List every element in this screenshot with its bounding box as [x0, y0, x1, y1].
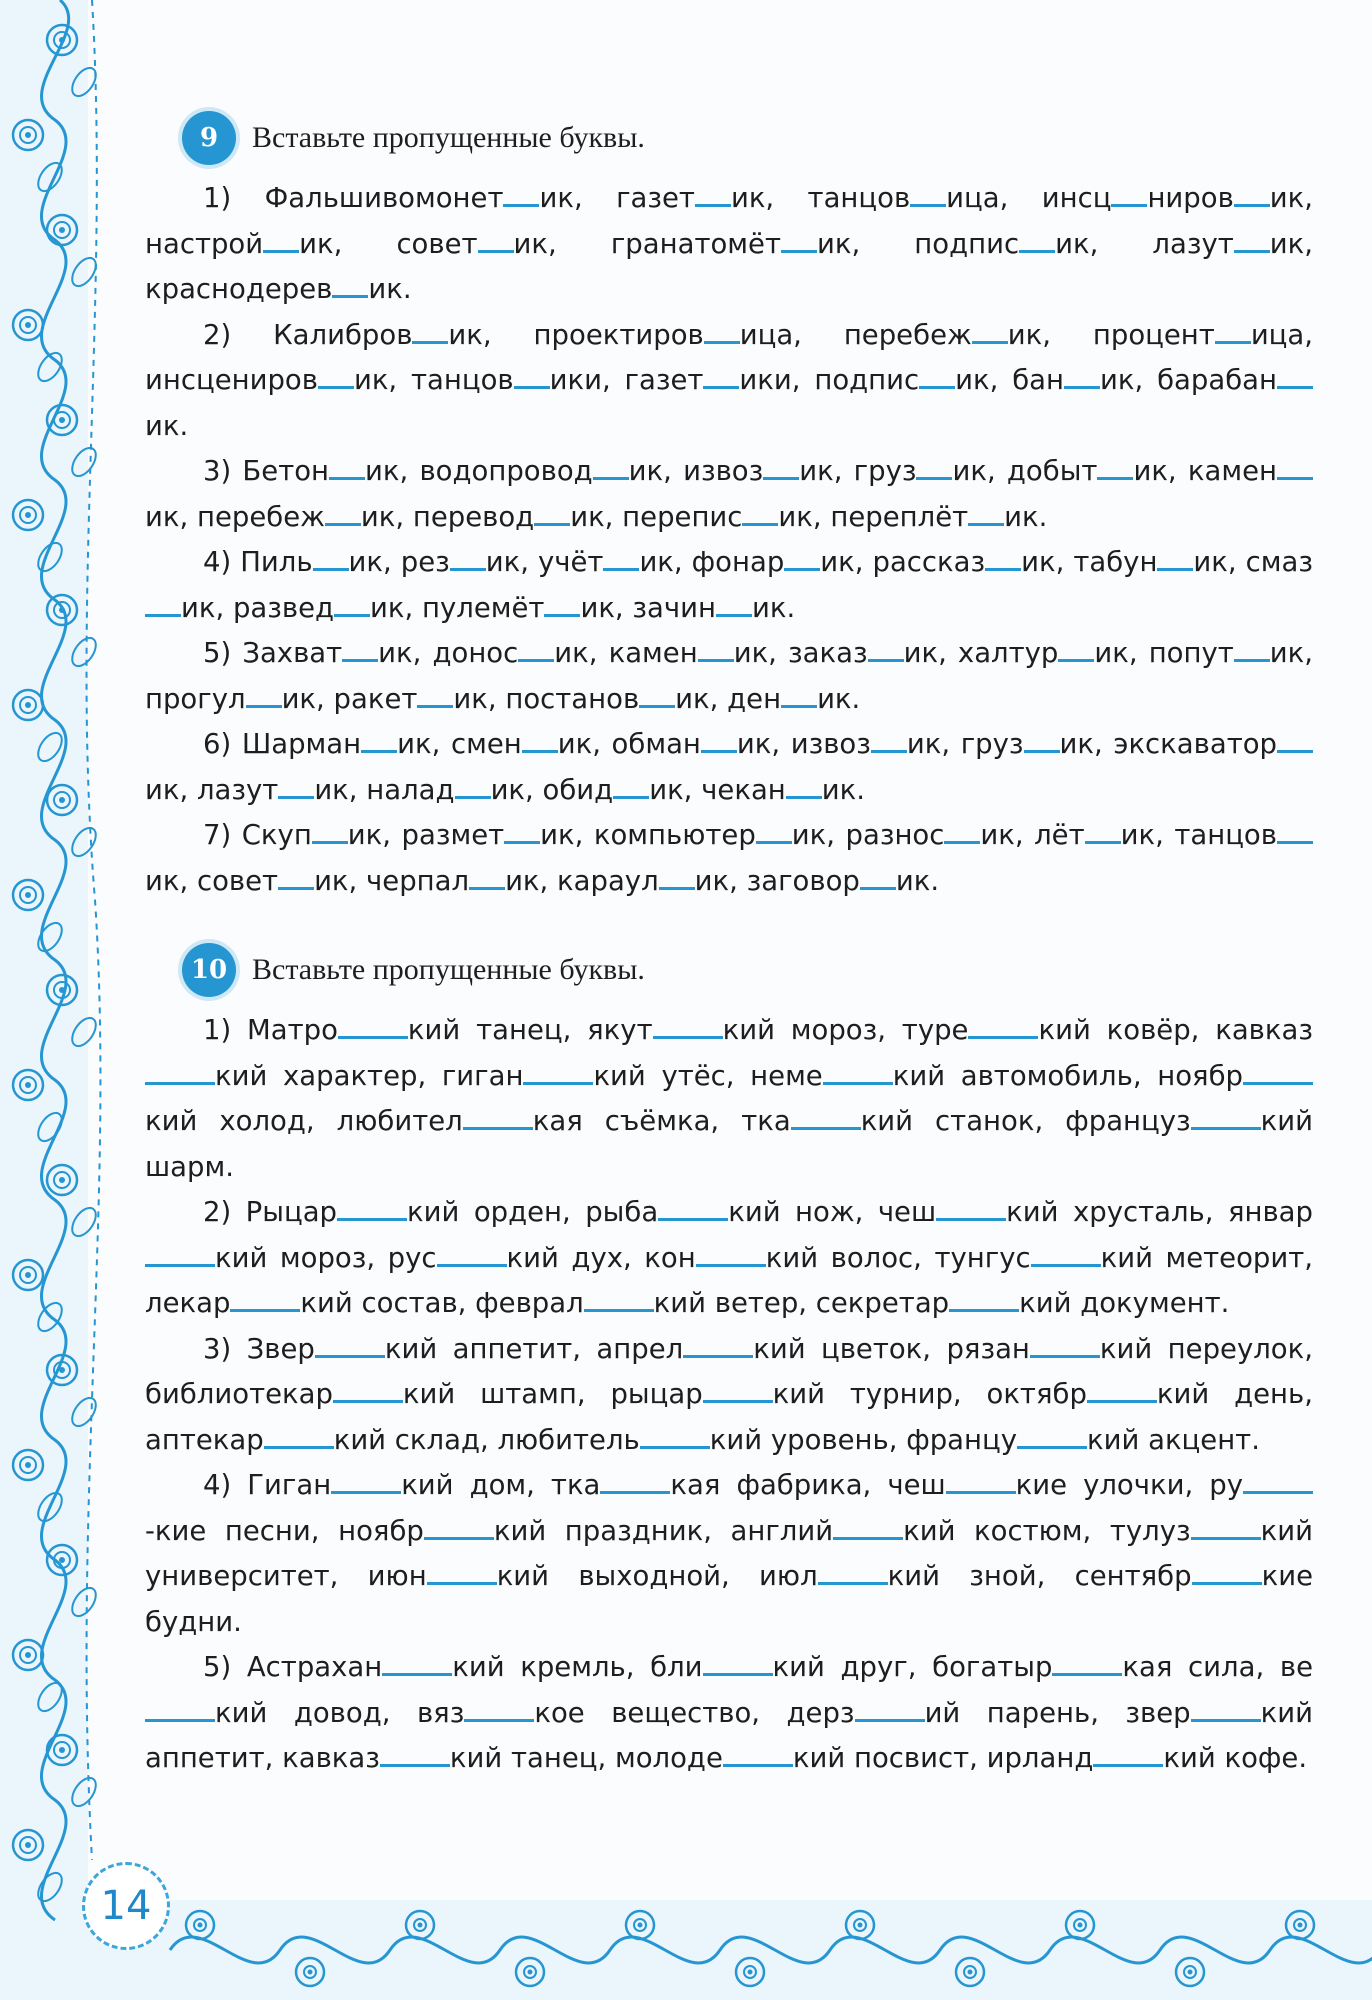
blank-gap[interactable]: [944, 821, 980, 844]
blank-gap[interactable]: [683, 1335, 753, 1358]
blank-gap[interactable]: [145, 594, 181, 617]
item-text: кий праздник, англий: [493, 1514, 834, 1547]
blank-gap[interactable]: [791, 1107, 861, 1130]
blank-gap[interactable]: [784, 548, 820, 571]
item-text: ик.: [821, 773, 866, 806]
item-text: кий хрусталь, январ: [1006, 1196, 1313, 1228]
item-text: кий дух, кон: [506, 1241, 696, 1274]
blank-gap[interactable]: [584, 1289, 654, 1312]
blank-gap[interactable]: [833, 1517, 903, 1540]
blank-gap[interactable]: [1191, 1517, 1261, 1540]
blank-gap[interactable]: [263, 230, 299, 253]
item-text: ик, компьютер: [540, 819, 756, 851]
item-text: кое вещество, дерз: [534, 1696, 855, 1729]
blank-gap[interactable]: [658, 1198, 728, 1221]
task-instruction: Вставьте пропущенные буквы.: [252, 121, 645, 154]
item-text: 6) Шарман: [203, 728, 362, 760]
blank-gap[interactable]: [264, 1426, 334, 1449]
item-text: ик, зачин: [580, 591, 716, 624]
blank-gap[interactable]: [855, 1699, 925, 1722]
blank-gap[interactable]: [437, 1244, 507, 1267]
blank-gap[interactable]: [1087, 1380, 1157, 1403]
item-text: ик, танцов: [353, 364, 514, 396]
blank-gap[interactable]: [786, 776, 822, 799]
item-text: 1) Матро: [203, 1014, 338, 1046]
blank-gap[interactable]: [1191, 1107, 1261, 1130]
item-text: кий холод, любител: [145, 1105, 463, 1137]
blank-gap[interactable]: [603, 548, 639, 571]
blank-gap[interactable]: [613, 776, 649, 799]
blank-gap[interactable]: [518, 639, 554, 662]
blank-gap[interactable]: [380, 1744, 450, 1767]
item-text: 4) Гиган: [203, 1469, 332, 1501]
blank-gap[interactable]: [318, 366, 354, 389]
blank-gap[interactable]: [325, 503, 361, 526]
item-text: кая съёмка, тка: [532, 1105, 791, 1137]
blank-gap[interactable]: [640, 1426, 710, 1449]
blank-gap[interactable]: [450, 548, 486, 571]
item-text: ик, барабан: [1100, 364, 1277, 396]
item-text: ики, газет: [549, 364, 704, 396]
blank-gap[interactable]: [1064, 366, 1100, 389]
blank-gap[interactable]: [337, 1198, 407, 1221]
item-text: ик, черпал: [314, 864, 470, 897]
item-text: кий танец, якут: [407, 1014, 653, 1046]
item-text: ик, переплёт: [778, 500, 969, 533]
task-items: [145, 176, 1313, 904]
item-text: ик, процент: [1007, 318, 1215, 351]
item-text: кие улочки, ру: [1015, 1469, 1243, 1501]
blank-gap[interactable]: [332, 275, 368, 298]
blank-gap[interactable]: [949, 1289, 1019, 1312]
blank-gap[interactable]: [1019, 230, 1055, 253]
blank-gap[interactable]: [503, 184, 539, 207]
blank-gap[interactable]: [910, 184, 946, 207]
item-text: кий орден, рыба: [407, 1196, 659, 1228]
blank-gap[interactable]: [701, 730, 737, 753]
item-text: кий документ.: [1019, 1287, 1230, 1319]
item-text: ица, инсц: [946, 182, 1112, 214]
item-text: ик, груз: [906, 728, 1024, 760]
exercise-item: [145, 722, 1313, 813]
blank-gap[interactable]: [463, 1107, 533, 1130]
item-text: кий кофе.: [1163, 1742, 1308, 1774]
blank-gap[interactable]: [455, 776, 491, 799]
blank-gap[interactable]: [823, 1062, 893, 1085]
blank-gap[interactable]: [315, 1335, 385, 1358]
item-text: ик, чекан: [649, 773, 786, 806]
item-text: 4) Пиль: [203, 546, 313, 578]
item-text: ик, совет: [299, 227, 478, 260]
blank-gap[interactable]: [1243, 1062, 1313, 1085]
item-text: кий утёс, неме: [593, 1059, 823, 1092]
item-text: ик, фонар: [639, 546, 785, 578]
item-text: ик, разнос: [791, 819, 945, 851]
item-text: ик, заказ: [733, 637, 868, 669]
item-text: ик.: [752, 591, 796, 624]
item-text: кий ветер, секретар: [653, 1287, 950, 1319]
item-text: кий друг, богатыр: [772, 1651, 1053, 1683]
item-text: ик, подпис: [816, 227, 1020, 260]
item-text: ик, обман: [557, 728, 701, 760]
blank-gap[interactable]: [756, 821, 792, 844]
blank-gap[interactable]: [1058, 639, 1094, 662]
item-text: кий костюм, тулуз: [903, 1514, 1191, 1547]
blank-gap[interactable]: [698, 639, 734, 662]
blank-gap[interactable]: [313, 548, 349, 571]
item-text: ик, извоз: [736, 728, 871, 760]
blank-gap[interactable]: [639, 685, 675, 708]
item-text: 2) Рыцар: [203, 1196, 338, 1228]
blank-gap[interactable]: [544, 594, 580, 617]
blank-gap[interactable]: [860, 867, 896, 890]
blank-gap[interactable]: [1234, 639, 1270, 662]
item-text: кий турнир, октябр: [772, 1378, 1087, 1410]
blank-gap[interactable]: [781, 685, 817, 708]
item-text: кий характер, гиган: [215, 1059, 524, 1092]
blank-gap[interactable]: [968, 503, 1004, 526]
item-text: кий волос, тунгус: [765, 1241, 1031, 1274]
exercise-item: [145, 1463, 1313, 1645]
blank-gap[interactable]: [427, 1562, 497, 1585]
blank-gap[interactable]: [1111, 184, 1147, 207]
item-text: ик, заговор: [694, 864, 860, 897]
blank-gap[interactable]: [659, 867, 695, 890]
blank-gap[interactable]: [703, 366, 739, 389]
exercise-item: [145, 540, 1313, 631]
blank-gap[interactable]: [946, 1471, 1016, 1494]
item-text: кий ковёр, кавказ: [1038, 1014, 1313, 1046]
blank-gap[interactable]: [338, 1016, 408, 1039]
item-text: ик.: [145, 409, 189, 442]
exercise-item: [145, 449, 1313, 540]
item-text: ик, рассказ: [820, 546, 986, 578]
blank-gap[interactable]: [1191, 1699, 1261, 1722]
item-text: ик, бан: [955, 364, 1065, 396]
item-text: ик, лазут: [1055, 227, 1234, 260]
blank-gap[interactable]: [412, 321, 448, 344]
blank-gap[interactable]: [145, 1244, 215, 1267]
item-text: кий шарм.: [145, 1105, 1314, 1183]
blank-gap[interactable]: [968, 1016, 1038, 1039]
item-text: кий аппетит, кавказ: [145, 1696, 1313, 1774]
item-text: ик, лёт: [980, 819, 1085, 851]
blank-gap[interactable]: [985, 548, 1021, 571]
item-text: ик, камен: [1133, 455, 1277, 487]
item-text: ик, постанов: [453, 682, 640, 715]
blank-gap[interactable]: [742, 503, 778, 526]
item-text: кий автомобиль, ноябр: [892, 1059, 1243, 1092]
blank-gap[interactable]: [1031, 1244, 1101, 1267]
item-text: кий дом, тка: [401, 1469, 601, 1501]
item-text: ики, подпис: [739, 364, 920, 396]
item-text: ик, водопровод: [365, 455, 593, 487]
item-text: ик.: [895, 864, 940, 897]
blank-gap[interactable]: [329, 457, 365, 480]
blank-gap[interactable]: [936, 1198, 1006, 1221]
item-text: ик, учёт: [485, 546, 604, 578]
blank-gap[interactable]: [478, 230, 514, 253]
item-text: кий зной, сентябр: [887, 1560, 1192, 1592]
blank-gap[interactable]: [919, 366, 955, 389]
item-text: 1) Фальшивомонет: [203, 182, 504, 214]
blank-gap[interactable]: [723, 1744, 793, 1767]
blank-gap[interactable]: [534, 503, 570, 526]
item-text: кий состав, феврал: [300, 1287, 584, 1319]
item-text: ик, перебеж: [145, 500, 325, 533]
item-text: ик, экскаватор: [1059, 728, 1277, 760]
item-text: кий переулок, библиотекар: [145, 1332, 1313, 1410]
blank-gap[interactable]: [781, 230, 817, 253]
blank-gap[interactable]: [1192, 1562, 1262, 1585]
item-text: ик, танцов: [1120, 819, 1277, 851]
blank-gap[interactable]: [278, 867, 314, 890]
blank-gap[interactable]: [1215, 321, 1251, 344]
item-text: ик, размет: [347, 819, 505, 851]
item-text: ик, халтур: [903, 637, 1059, 669]
blank-gap[interactable]: [703, 1653, 773, 1676]
exercise-item: [145, 813, 1313, 904]
item-text: ик, краснодерев: [145, 227, 1313, 305]
item-text: кий довод, вяз: [215, 1696, 465, 1729]
exercise-item: [145, 1327, 1313, 1464]
blank-gap[interactable]: [1234, 230, 1270, 253]
blank-gap[interactable]: [1093, 1744, 1163, 1767]
exercise-item: [145, 313, 1313, 450]
blank-gap[interactable]: [1030, 1335, 1100, 1358]
item-text: ик, развед: [181, 591, 335, 624]
blank-gap[interactable]: [464, 1699, 534, 1722]
blank-gap[interactable]: [704, 321, 740, 344]
item-text: ик, смен: [397, 728, 522, 760]
item-text: ик, налад: [314, 773, 455, 806]
item-text: кий уровень, францу: [709, 1423, 1017, 1456]
item-text: ик, обид: [490, 773, 614, 806]
item-text: ик, смаз: [1193, 546, 1313, 578]
item-text: кий штамп, рыцар: [402, 1378, 703, 1410]
item-text: ик.: [817, 682, 861, 715]
blank-gap[interactable]: [333, 1380, 403, 1403]
item-text: ик.: [1004, 500, 1048, 533]
item-text: 3) Бетон: [203, 455, 330, 487]
item-text: ик, прогул: [145, 637, 1314, 715]
item-text: ик, настрой: [145, 182, 1314, 260]
item-text: ик, лазут: [145, 773, 279, 806]
blank-gap[interactable]: [1277, 730, 1313, 753]
blank-gap[interactable]: [246, 685, 282, 708]
item-text: кий танец, молоде: [449, 1742, 723, 1774]
task-items: [145, 1008, 1313, 1782]
blank-gap[interactable]: [703, 1380, 773, 1403]
blank-gap[interactable]: [334, 594, 370, 617]
blank-gap[interactable]: [600, 1471, 670, 1494]
blank-gap[interactable]: [342, 639, 378, 662]
blank-gap[interactable]: [1277, 457, 1313, 480]
item-text: ик, добыт: [952, 455, 1098, 487]
item-text: ик, рез: [348, 546, 450, 578]
item-text: ик, табун: [1021, 546, 1158, 578]
blank-gap[interactable]: [278, 776, 314, 799]
item-text: кий акцент.: [1087, 1423, 1260, 1456]
item-text: кий мороз, туре: [722, 1014, 969, 1046]
blank-gap[interactable]: [871, 730, 907, 753]
blank-gap[interactable]: [1024, 730, 1060, 753]
item-text: кий склад, любитель: [333, 1423, 640, 1456]
item-text: ик, груз: [799, 455, 917, 487]
blank-gap[interactable]: [424, 1517, 494, 1540]
task-number-badge: 10: [182, 943, 236, 997]
task-9: [145, 110, 1313, 904]
item-text: 3) Звер: [203, 1332, 315, 1365]
task-10: [145, 942, 1313, 1782]
blank-gap[interactable]: [1052, 1653, 1122, 1676]
item-text: кие будни.: [145, 1560, 1314, 1638]
item-text: ик, караул: [505, 864, 659, 897]
blank-gap[interactable]: [1277, 821, 1313, 844]
item-text: кий университет, июн: [145, 1514, 1313, 1592]
item-text: ик, перевод: [360, 500, 535, 533]
blank-gap[interactable]: [145, 1699, 215, 1722]
blank-gap[interactable]: [916, 457, 952, 480]
item-text: ик, камен: [554, 637, 698, 669]
blank-gap[interactable]: [514, 366, 550, 389]
task-instruction: Вставьте пропущенные буквы.: [252, 953, 645, 986]
item-text: 2) Калибров: [203, 318, 413, 351]
item-text: кий нож, чеш: [728, 1196, 937, 1228]
blank-gap[interactable]: [504, 821, 540, 844]
blank-gap[interactable]: [593, 457, 629, 480]
blank-gap[interactable]: [696, 1244, 766, 1267]
item-text: ик.: [368, 273, 412, 305]
item-text: кий кремль, бли: [452, 1651, 703, 1683]
item-text: ик, донос: [378, 637, 519, 669]
item-text: ик, перепис: [570, 500, 743, 533]
blank-gap[interactable]: [1243, 1471, 1313, 1494]
blank-gap[interactable]: [763, 457, 799, 480]
item-text: 5) Астрахан: [203, 1651, 383, 1683]
exercise-item: [145, 1008, 1313, 1190]
blank-gap[interactable]: [382, 1653, 452, 1676]
item-text: ик, танцов: [730, 182, 911, 214]
item-text: кий аппетит, апрел: [384, 1332, 684, 1365]
item-text: ик, пулемёт: [370, 591, 545, 624]
exercise-item: [145, 631, 1313, 722]
item-text: кий выходной, июл: [496, 1560, 818, 1592]
item-text: кий посвист, ирланд: [792, 1742, 1094, 1774]
item-text: кий день, аптекар: [145, 1378, 1313, 1456]
blank-gap[interactable]: [331, 1471, 401, 1494]
exercise-item: [145, 1190, 1313, 1327]
blank-gap[interactable]: [868, 639, 904, 662]
item-text: кая сила, ве: [1122, 1651, 1313, 1683]
blank-gap[interactable]: [230, 1289, 300, 1312]
blank-gap[interactable]: [716, 594, 752, 617]
blank-gap[interactable]: [523, 1062, 593, 1085]
blank-gap[interactable]: [653, 1016, 723, 1039]
blank-gap[interactable]: [818, 1562, 888, 1585]
blank-gap[interactable]: [1234, 184, 1270, 207]
item-text: ик, проектиров: [448, 318, 704, 351]
blank-gap[interactable]: [1097, 457, 1133, 480]
item-text: ниров: [1147, 182, 1234, 214]
blank-gap[interactable]: [417, 685, 453, 708]
item-text: кий метеорит, лекар: [145, 1241, 1314, 1319]
task-number-badge: 9: [182, 111, 236, 165]
blank-gap[interactable]: [1157, 548, 1193, 571]
blank-gap[interactable]: [361, 730, 397, 753]
blank-gap[interactable]: [1085, 821, 1121, 844]
blank-gap[interactable]: [1277, 366, 1313, 389]
item-text: кая фабрика, чеш: [670, 1469, 946, 1501]
item-text: ик, попут: [1094, 637, 1234, 669]
item-text: ик, газет: [539, 182, 695, 214]
item-text: ик, совет: [145, 864, 279, 897]
item-text: ик, гранатомёт: [513, 227, 781, 260]
exercise-item: [145, 1645, 1313, 1782]
item-text: ик, извоз: [628, 455, 764, 487]
item-text: ица, перебеж: [739, 318, 972, 351]
page-content: [145, 110, 1313, 1820]
item-text: 5) Захват: [203, 637, 343, 669]
exercise-item: [145, 176, 1313, 313]
item-text: -кие песни, ноябр: [145, 1514, 424, 1547]
item-text: 7) Скуп: [203, 819, 312, 851]
blank-gap[interactable]: [695, 184, 731, 207]
page-number: 14: [82, 1862, 170, 1950]
item-text: ик, ракет: [281, 682, 418, 715]
item-text: ий парень, звер: [924, 1696, 1191, 1729]
item-text: ица, инсцениров: [145, 318, 1313, 396]
item-text: кий станок, француз: [860, 1105, 1191, 1137]
blank-gap[interactable]: [972, 321, 1008, 344]
item-text: кий мороз, рус: [215, 1241, 437, 1274]
task-header: [145, 110, 1313, 166]
blank-gap[interactable]: [145, 1062, 215, 1085]
item-text: кий цветок, рязан: [753, 1332, 1030, 1365]
blank-gap[interactable]: [312, 821, 348, 844]
blank-gap[interactable]: [1017, 1426, 1087, 1449]
task-header: [145, 942, 1313, 998]
item-text: ик, ден: [675, 682, 782, 715]
blank-gap[interactable]: [522, 730, 558, 753]
blank-gap[interactable]: [469, 867, 505, 890]
